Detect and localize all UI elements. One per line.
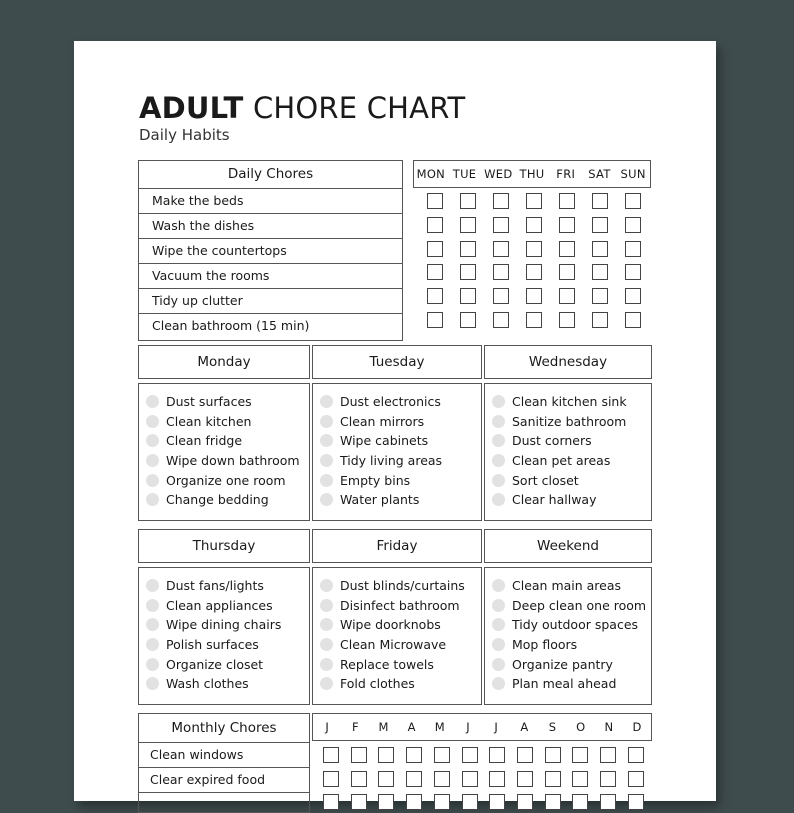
checkbox[interactable]: [517, 747, 533, 763]
list-item: Tidy living areas: [320, 451, 481, 471]
checkbox[interactable]: [628, 747, 644, 763]
list-item: Change bedding: [146, 490, 309, 510]
thursday-task-list: [138, 567, 310, 705]
circle-checkbox-icon[interactable]: [146, 474, 159, 487]
list-item: Sanitize bathroom: [492, 412, 651, 432]
checkbox[interactable]: [592, 264, 608, 280]
checkbox[interactable]: [559, 193, 575, 209]
weekday-label: MON: [416, 167, 446, 181]
checkbox[interactable]: [526, 288, 542, 304]
circle-checkbox-icon[interactable]: [146, 579, 159, 592]
checkbox[interactable]: [462, 747, 478, 763]
list-item: Organize closet: [146, 654, 309, 674]
checkbox[interactable]: [600, 771, 616, 787]
weekday-label: SAT: [588, 167, 611, 181]
monthly-chores-heading: Monthly Chores: [139, 714, 309, 743]
monthly-chore-row: Clean windows: [139, 743, 309, 768]
list-item: Wipe down bathroom: [146, 451, 309, 471]
checkbox[interactable]: [462, 771, 478, 787]
circle-checkbox-icon[interactable]: [146, 677, 159, 690]
tuesday-task-list: [312, 383, 482, 521]
circle-checkbox-icon[interactable]: [320, 618, 333, 631]
checkbox[interactable]: [625, 264, 641, 280]
checkbox[interactable]: [427, 193, 443, 209]
list-item: Polish surfaces: [146, 635, 309, 655]
checkbox[interactable]: [427, 264, 443, 280]
circle-checkbox-icon[interactable]: [492, 474, 505, 487]
circle-checkbox-icon[interactable]: [146, 638, 159, 651]
month-label: J: [466, 720, 470, 734]
tuesday-heading: Tuesday: [312, 345, 482, 379]
month-label: S: [548, 720, 557, 734]
checkbox[interactable]: [493, 312, 509, 328]
checkbox[interactable]: [323, 771, 339, 787]
month-label: D: [632, 720, 642, 734]
checkbox[interactable]: [592, 241, 608, 257]
list-item: Dust corners: [492, 431, 651, 451]
month-label: O: [576, 720, 586, 734]
checkbox[interactable]: [493, 217, 509, 233]
circle-checkbox-icon[interactable]: [320, 493, 333, 506]
checkbox[interactable]: [493, 288, 509, 304]
list-item: Clean pet areas: [492, 451, 651, 471]
month-header: [312, 713, 652, 741]
circle-checkbox-icon[interactable]: [492, 415, 505, 428]
month-label: M: [434, 720, 445, 734]
checkbox[interactable]: [493, 193, 509, 209]
list-item: Deep clean one room: [492, 596, 651, 616]
checkbox[interactable]: [489, 771, 505, 787]
daily-chore-row: Vacuum the rooms: [139, 264, 402, 289]
list-item: Sort closet: [492, 470, 651, 490]
checkbox[interactable]: [559, 241, 575, 257]
checkbox[interactable]: [427, 312, 443, 328]
daily-chore-row: Make the beds: [139, 189, 402, 214]
circle-checkbox-icon[interactable]: [320, 415, 333, 428]
circle-checkbox-icon[interactable]: [492, 677, 505, 690]
checkbox[interactable]: [460, 312, 476, 328]
list-item: Clear hallway: [492, 490, 651, 510]
checkbox[interactable]: [517, 794, 533, 810]
checkbox[interactable]: [351, 747, 367, 763]
list-item: Fold clothes: [320, 674, 481, 694]
month-label: A: [520, 720, 529, 734]
checkbox[interactable]: [559, 217, 575, 233]
circle-checkbox-icon[interactable]: [492, 493, 505, 506]
weekday-label: SUN: [620, 167, 646, 181]
checkbox[interactable]: [378, 794, 394, 810]
list-item: Clean mirrors: [320, 412, 481, 432]
circle-checkbox-icon[interactable]: [320, 599, 333, 612]
list-item: Dust blinds/curtains: [320, 576, 481, 596]
circle-checkbox-icon[interactable]: [146, 454, 159, 467]
daily-chores-heading: Daily Chores: [139, 161, 402, 189]
checkbox[interactable]: [406, 794, 422, 810]
circle-checkbox-icon[interactable]: [320, 454, 333, 467]
checkbox[interactable]: [378, 771, 394, 787]
checkbox[interactable]: [625, 312, 641, 328]
circle-checkbox-icon[interactable]: [320, 434, 333, 447]
checkbox[interactable]: [592, 312, 608, 328]
checkbox[interactable]: [351, 794, 367, 810]
checkbox[interactable]: [489, 747, 505, 763]
checkbox[interactable]: [427, 288, 443, 304]
circle-checkbox-icon[interactable]: [492, 579, 505, 592]
checkbox[interactable]: [493, 264, 509, 280]
list-item: Wash clothes: [146, 674, 309, 694]
list-item: Wipe dining chairs: [146, 615, 309, 635]
daily-chore-row: Clean bathroom (15 min): [152, 318, 310, 333]
list-item: Replace towels: [320, 654, 481, 674]
list-item: Dust fans/lights: [146, 576, 309, 596]
checkbox[interactable]: [493, 241, 509, 257]
weekday-label: TUE: [452, 167, 477, 181]
friday-task-list: [312, 567, 482, 705]
daily-chore-row: Tidy up clutter: [139, 289, 402, 314]
checkbox[interactable]: [323, 794, 339, 810]
circle-checkbox-icon[interactable]: [320, 474, 333, 487]
list-item: Mop floors: [492, 635, 651, 655]
circle-checkbox-icon[interactable]: [320, 395, 333, 408]
circle-checkbox-icon[interactable]: [320, 658, 333, 671]
month-label: J: [325, 720, 329, 734]
checkbox[interactable]: [526, 312, 542, 328]
circle-checkbox-icon[interactable]: [492, 434, 505, 447]
circle-checkbox-icon[interactable]: [146, 395, 159, 408]
checkbox[interactable]: [545, 794, 561, 810]
checkbox[interactable]: [427, 241, 443, 257]
checkbox[interactable]: [559, 288, 575, 304]
monthly-chores-table: [138, 713, 310, 813]
checkbox[interactable]: [460, 217, 476, 233]
list-item: Clean main areas: [492, 576, 651, 596]
list-item: Clean fridge: [146, 431, 309, 451]
weekday-label: FRI: [556, 167, 576, 181]
list-item: Tidy outdoor spaces: [492, 615, 651, 635]
circle-checkbox-icon[interactable]: [492, 638, 505, 651]
checkbox[interactable]: [460, 264, 476, 280]
checkbox[interactable]: [427, 217, 443, 233]
circle-checkbox-icon[interactable]: [492, 454, 505, 467]
checkbox[interactable]: [628, 771, 644, 787]
daily-chores-table: [138, 160, 403, 341]
monthly-chore-row: Clear expired food: [139, 768, 309, 793]
list-item: Wipe doorknobs: [320, 615, 481, 635]
weekend-task-list: [484, 567, 652, 705]
list-item: Clean Microwave: [320, 635, 481, 655]
list-item: Dust surfaces: [146, 392, 309, 412]
circle-checkbox-icon[interactable]: [492, 599, 505, 612]
friday-heading: Friday: [312, 529, 482, 563]
daily-chore-row: Wipe the countertops: [139, 239, 402, 264]
checkbox[interactable]: [526, 264, 542, 280]
monday-heading: Monday: [138, 345, 310, 379]
checkbox[interactable]: [462, 794, 478, 810]
list-item: Plan meal ahead: [492, 674, 651, 694]
checkbox[interactable]: [545, 771, 561, 787]
checkbox[interactable]: [489, 794, 505, 810]
checkbox[interactable]: [625, 217, 641, 233]
checkbox[interactable]: [460, 241, 476, 257]
checkbox[interactable]: [572, 794, 588, 810]
checkbox[interactable]: [406, 747, 422, 763]
circle-checkbox-icon[interactable]: [146, 599, 159, 612]
checkbox[interactable]: [323, 747, 339, 763]
circle-checkbox-icon[interactable]: [320, 638, 333, 651]
checkbox[interactable]: [526, 241, 542, 257]
month-label: J: [494, 720, 498, 734]
list-item: Water plants: [320, 490, 481, 510]
list-item: Empty bins: [320, 470, 481, 490]
checkbox[interactable]: [351, 771, 367, 787]
list-item: Wipe cabinets: [320, 431, 481, 451]
checkbox[interactable]: [592, 288, 608, 304]
checkbox[interactable]: [572, 771, 588, 787]
checkbox[interactable]: [378, 747, 394, 763]
month-label: A: [407, 720, 416, 734]
weekday-label: THU: [519, 167, 545, 181]
list-item: Disinfect bathroom: [320, 596, 481, 616]
checkbox[interactable]: [434, 747, 450, 763]
list-item: Clean kitchen: [146, 412, 309, 432]
circle-checkbox-icon[interactable]: [492, 618, 505, 631]
checkbox[interactable]: [592, 193, 608, 209]
list-item: Dust electronics: [320, 392, 481, 412]
checkbox[interactable]: [559, 312, 575, 328]
circle-checkbox-icon[interactable]: [146, 434, 159, 447]
circle-checkbox-icon[interactable]: [320, 677, 333, 690]
circle-checkbox-icon[interactable]: [492, 395, 505, 408]
list-item: Organize pantry: [492, 654, 651, 674]
checkbox[interactable]: [559, 264, 575, 280]
month-label: M: [378, 720, 389, 734]
wednesday-task-list: [484, 383, 652, 521]
chore-chart-page: [74, 41, 716, 801]
circle-checkbox-icon[interactable]: [146, 618, 159, 631]
weekday-label: WED: [484, 167, 513, 181]
checkbox[interactable]: [434, 794, 450, 810]
monday-task-list: [138, 383, 310, 521]
checkbox[interactable]: [625, 288, 641, 304]
checkbox[interactable]: [526, 193, 542, 209]
checkbox[interactable]: [517, 771, 533, 787]
month-label: F: [351, 720, 359, 734]
checkbox[interactable]: [406, 771, 422, 787]
circle-checkbox-icon[interactable]: [146, 658, 159, 671]
checkbox[interactable]: [600, 747, 616, 763]
weekday-header: [413, 160, 651, 188]
list-item: Clean appliances: [146, 596, 309, 616]
weekend-heading: Weekend: [484, 529, 652, 563]
checkbox[interactable]: [592, 217, 608, 233]
checkbox[interactable]: [460, 193, 476, 209]
checkbox[interactable]: [625, 193, 641, 209]
daily-chore-row: Wash the dishes: [139, 214, 402, 239]
page-title: ADULT CHORE CHART: [139, 91, 466, 125]
checkbox[interactable]: [625, 241, 641, 257]
checkbox[interactable]: [572, 747, 588, 763]
checkbox[interactable]: [526, 217, 542, 233]
checkbox[interactable]: [460, 288, 476, 304]
circle-checkbox-icon[interactable]: [146, 415, 159, 428]
month-label: N: [604, 720, 614, 734]
checkbox[interactable]: [600, 794, 616, 810]
checkbox[interactable]: [545, 747, 561, 763]
thursday-heading: Thursday: [138, 529, 310, 563]
page-subtitle: Daily Habits: [139, 126, 230, 144]
wednesday-heading: Wednesday: [484, 345, 652, 379]
circle-checkbox-icon[interactable]: [492, 658, 505, 671]
checkbox[interactable]: [434, 771, 450, 787]
list-item: Organize one room: [146, 470, 309, 490]
circle-checkbox-icon[interactable]: [320, 579, 333, 592]
checkbox[interactable]: [628, 794, 644, 810]
circle-checkbox-icon[interactable]: [146, 493, 159, 506]
list-item: Clean kitchen sink: [492, 392, 651, 412]
